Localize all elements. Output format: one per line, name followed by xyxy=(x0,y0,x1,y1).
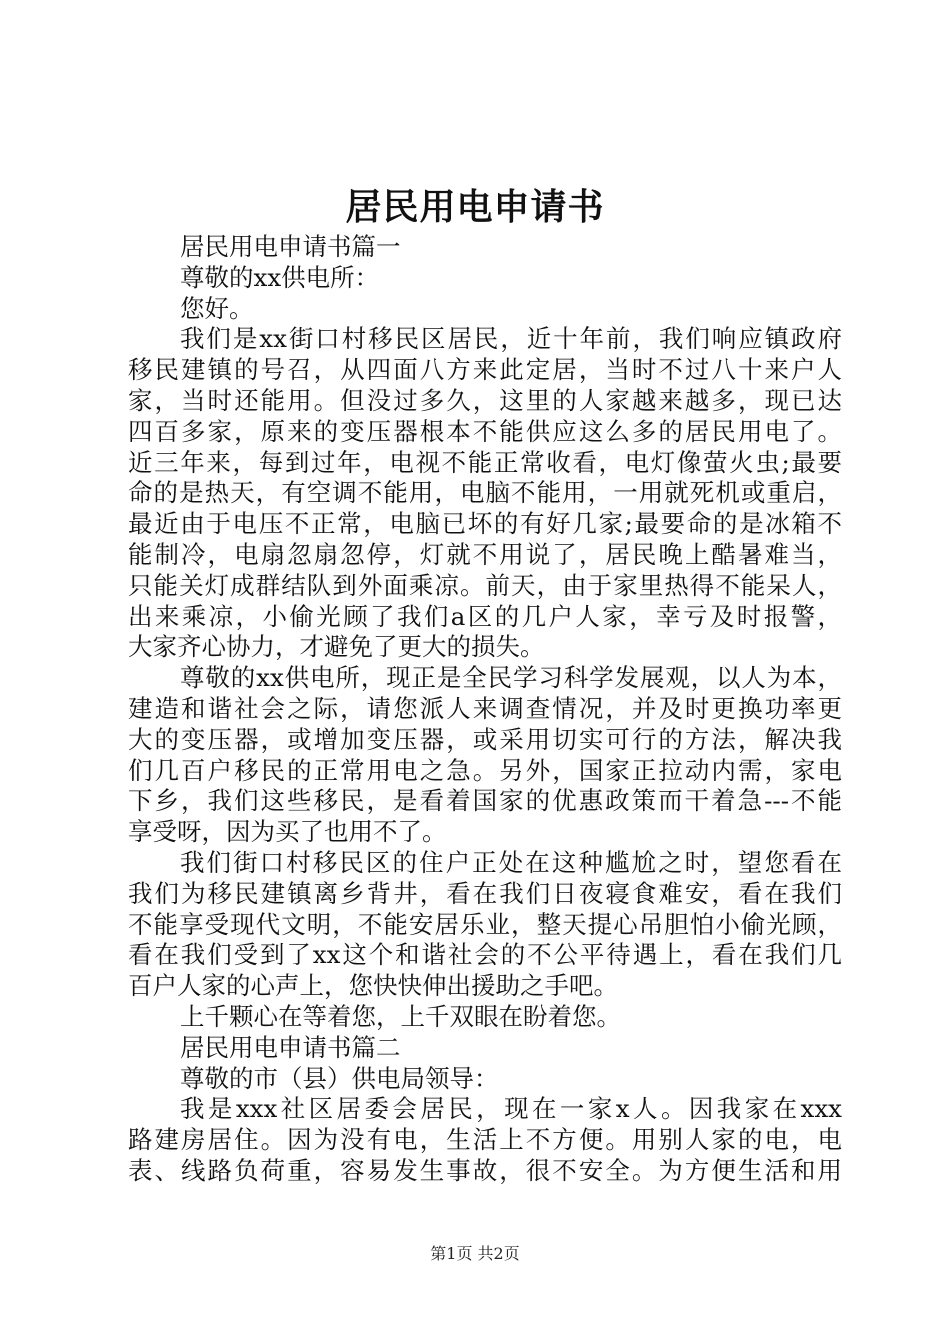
text-line: 我们街口村移民区的住户正处在这种尴尬之时，望您看在 xyxy=(180,847,842,877)
text-line: 家，当时还能用。但没过多久，这里的人家越来越多，现已达 xyxy=(128,385,842,415)
text-line: 居民用电申请书篇一 xyxy=(180,232,401,261)
text-line: 最近由于电压不正常，电脑已坏的有好几家;最要命的是冰箱不 xyxy=(128,509,842,539)
text-line: 表、线路负荷重，容易发生事故，很不安全。为方便生活和用 xyxy=(128,1155,842,1185)
text-line: 大的变压器，或增加变压器，或采用切实可行的方法，解决我 xyxy=(128,724,842,754)
text-line: 四百多家，原来的变压器根本不能供应这么多的居民用电了。 xyxy=(128,416,842,446)
text-line: 看在我们受到了xx这个和谐社会的不公平待遇上，看在我们几 xyxy=(128,940,842,970)
text-line: 命的是热天，有空调不能用，电脑不能用，一用就死机或重启， xyxy=(128,478,842,508)
text-line: 们几百户移民的正常用电之急。另外，国家正拉动内需，家电 xyxy=(128,755,842,785)
text-line: 我们为移民建镇离乡背井，看在我们日夜寝食难安，看在我们 xyxy=(128,878,842,908)
document-body xyxy=(128,232,842,1187)
text-line: 百户人家的心声上，您快快伸出援助之手吧。 xyxy=(128,971,618,1001)
text-line: 居民用电申请书篇二 xyxy=(180,1032,401,1062)
text-line: 出来乘凉，小偷光顾了我们a区的几户人家，幸亏及时报警， xyxy=(128,601,842,631)
text-line: 建造和谐社会之际，请您派人来调查情况，并及时更换功率更 xyxy=(128,693,842,723)
text-line: 移民建镇的号召，从四面八方来此定居，当时不过八十来户人 xyxy=(128,355,842,385)
document-title: 居民用电申请书 xyxy=(345,186,605,228)
text-line: 我们是xx街口村移民区居民，近十年前，我们响应镇政府 xyxy=(180,324,842,354)
text-line: 我是xxx社区居委会居民，现在一家x人。因我家在xxx xyxy=(180,1094,842,1124)
text-line: 下乡，我们这些移民，是看着国家的优惠政策而干着急---不能 xyxy=(128,786,842,816)
text-line: 只能关灯成群结队到外面乘凉。前天，由于家里热得不能呆人， xyxy=(128,570,842,600)
text-line: 尊敬的市（县）供电局领导： xyxy=(180,1063,499,1093)
text-line: 尊敬的xx供电所： xyxy=(180,262,380,292)
text-line: 您好。 xyxy=(180,293,254,323)
page-footer: 第1页 共2页 xyxy=(430,1244,520,1263)
text-line: 上千颗心在等着您，上千双眼在盼着您。 xyxy=(180,1001,621,1031)
text-line: 近三年来，每到过年，电视不能正常收看，电灯像萤火虫;最要 xyxy=(128,447,842,477)
text-line: 不能享受现代文明，不能安居乐业，整天提心吊胆怕小偷光顾， xyxy=(128,909,842,939)
text-line: 路建房居住。因为没有电，生活上不方便。用别人家的电，电 xyxy=(128,1125,842,1155)
text-line: 享受呀，因为买了也用不了。 xyxy=(128,817,447,847)
text-line: 大家齐心协力，才避免了更大的损失。 xyxy=(128,632,545,662)
text-line: 能制冷，电扇忽扇忽停，灯就不用说了，居民晚上酷暑难当， xyxy=(128,539,842,569)
text-line: 尊敬的xx供电所，现正是全民学习科学发展观，以人为本， xyxy=(180,663,842,693)
